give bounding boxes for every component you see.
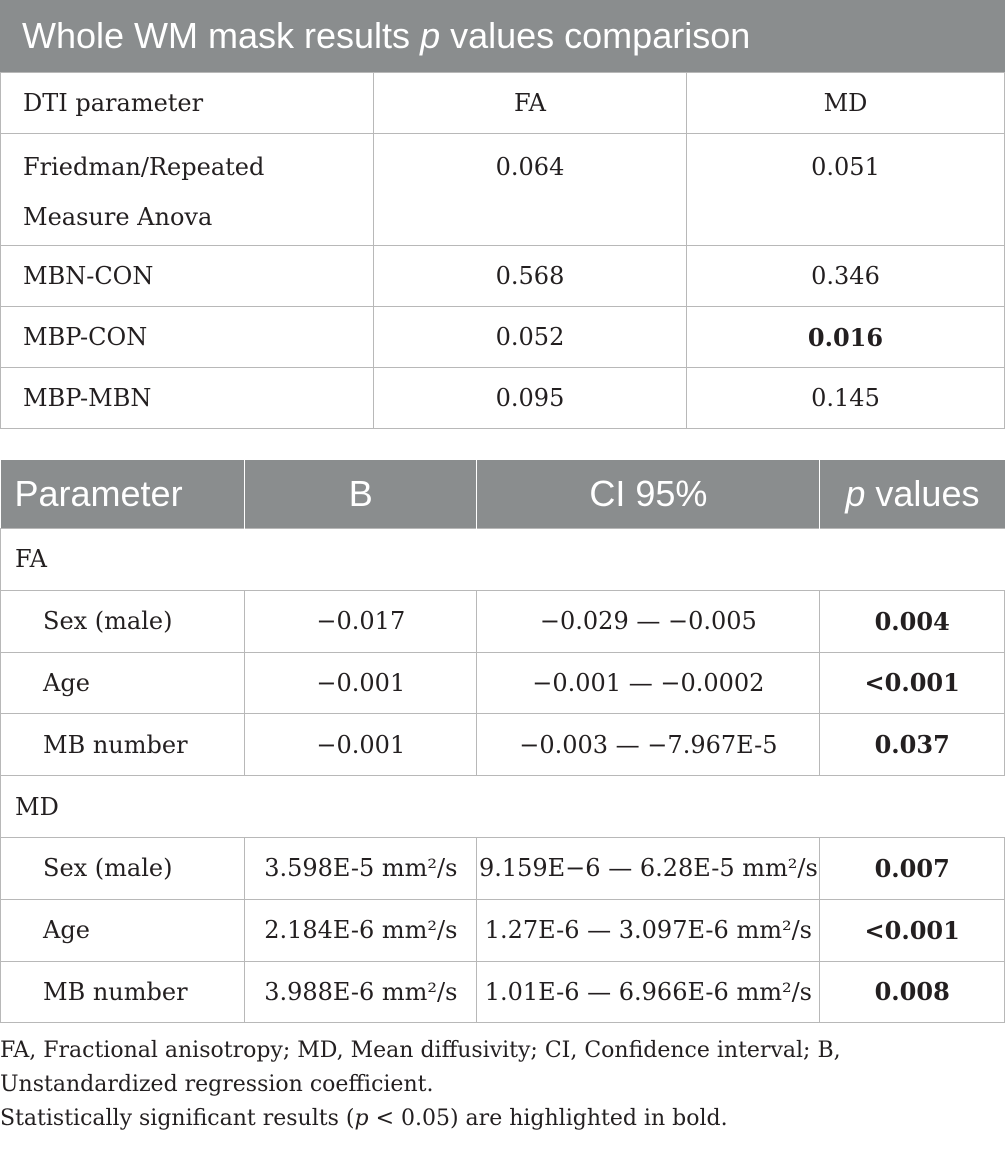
row-label: MBP-MBN (1, 368, 374, 429)
table-row (1, 961, 1005, 1023)
row-label: Age (1, 652, 245, 714)
fa-value: 0.064 (374, 134, 687, 246)
b-value: 3.598E-5 mm²/s (245, 837, 477, 899)
p-value: 0.037 (820, 714, 1005, 776)
sig-prefix: Statistically significant results ( (0, 1106, 355, 1131)
sig-suffix: < 0.05) are highlighted in bold. (368, 1106, 728, 1131)
comparison-table (0, 72, 1005, 429)
p-value: 0.008 (820, 961, 1005, 1023)
group-row-md (1, 776, 1005, 838)
title-p: p (420, 15, 441, 56)
header-b: B (245, 460, 477, 529)
p-value: <0.001 (820, 652, 1005, 714)
md-value: 0.145 (687, 368, 1005, 429)
ci-value: 9.159E−6 — 6.28E-5 mm²/s (477, 837, 820, 899)
table-row (1, 368, 1005, 429)
b-value: 3.988E-6 mm²/s (245, 961, 477, 1023)
header-parameter: Parameter (1, 460, 245, 529)
row-label-line1: Friedman/Repeated (23, 153, 265, 181)
table-footnote (0, 1034, 1005, 1136)
header-md: MD (687, 73, 1005, 134)
ci-value: −0.001 — −0.0002 (477, 652, 820, 714)
row-label: MB number (1, 961, 245, 1023)
abbreviations-note: FA, Fractional anisotropy; MD, Mean diffusivity; CI, Confidence interval; B, Unstandardized regression coefficient. (0, 1038, 841, 1097)
b-value: −0.017 (245, 590, 477, 652)
group-label: MD (1, 776, 1005, 838)
b-value: −0.001 (245, 714, 477, 776)
row-label: MBN-CON (1, 246, 374, 307)
sig-p: p (354, 1106, 369, 1131)
header-p: p (845, 473, 866, 514)
header-dti-parameter: DTI parameter (1, 73, 374, 134)
table-title (0, 0, 1005, 72)
fa-value: 0.052 (374, 307, 687, 368)
group-row-fa (1, 529, 1005, 591)
regression-table-wrapper (0, 460, 1005, 1023)
row-label: MB number (1, 714, 245, 776)
table-row (1, 837, 1005, 899)
table-row (1, 590, 1005, 652)
wm-mask-table (0, 0, 1005, 429)
regression-table (0, 460, 1005, 1023)
row-label-line2: Measure Anova (23, 203, 213, 231)
row-label: Sex (male) (1, 590, 245, 652)
b-value: −0.001 (245, 652, 477, 714)
row-label: Sex (male) (1, 837, 245, 899)
p-value: 0.004 (820, 590, 1005, 652)
header-p-values (820, 460, 1005, 529)
row-label (1, 134, 374, 246)
ci-value: 1.01E-6 — 6.966E-6 mm²/s (477, 961, 820, 1023)
md-value: 0.051 (687, 134, 1005, 246)
fa-value: 0.095 (374, 368, 687, 429)
header-fa: FA (374, 73, 687, 134)
title-suffix: values comparison (440, 15, 751, 56)
table-row (1, 652, 1005, 714)
table-row (1, 246, 1005, 307)
table-row (1, 899, 1005, 961)
row-label: Age (1, 899, 245, 961)
table-row (1, 134, 1005, 246)
ci-value: −0.003 — −7.967E-5 (477, 714, 820, 776)
md-value: 0.346 (687, 246, 1005, 307)
ci-value: 1.27E-6 — 3.097E-6 mm²/s (477, 899, 820, 961)
table-row (1, 307, 1005, 368)
md-value-significant: 0.016 (687, 307, 1005, 368)
header-row (1, 73, 1005, 134)
b-value: 2.184E-6 mm²/s (245, 899, 477, 961)
table-row (1, 714, 1005, 776)
p-value: <0.001 (820, 899, 1005, 961)
fa-value: 0.568 (374, 246, 687, 307)
ci-value: −0.029 — −0.005 (477, 590, 820, 652)
header-ci: CI 95% (477, 460, 820, 529)
row-label: MBP-CON (1, 307, 374, 368)
group-label: FA (1, 529, 1005, 591)
significance-note (0, 1102, 1005, 1136)
header-row (1, 460, 1005, 529)
title-prefix: Whole WM mask results (22, 15, 421, 56)
header-values: values (865, 473, 980, 514)
p-value: 0.007 (820, 837, 1005, 899)
